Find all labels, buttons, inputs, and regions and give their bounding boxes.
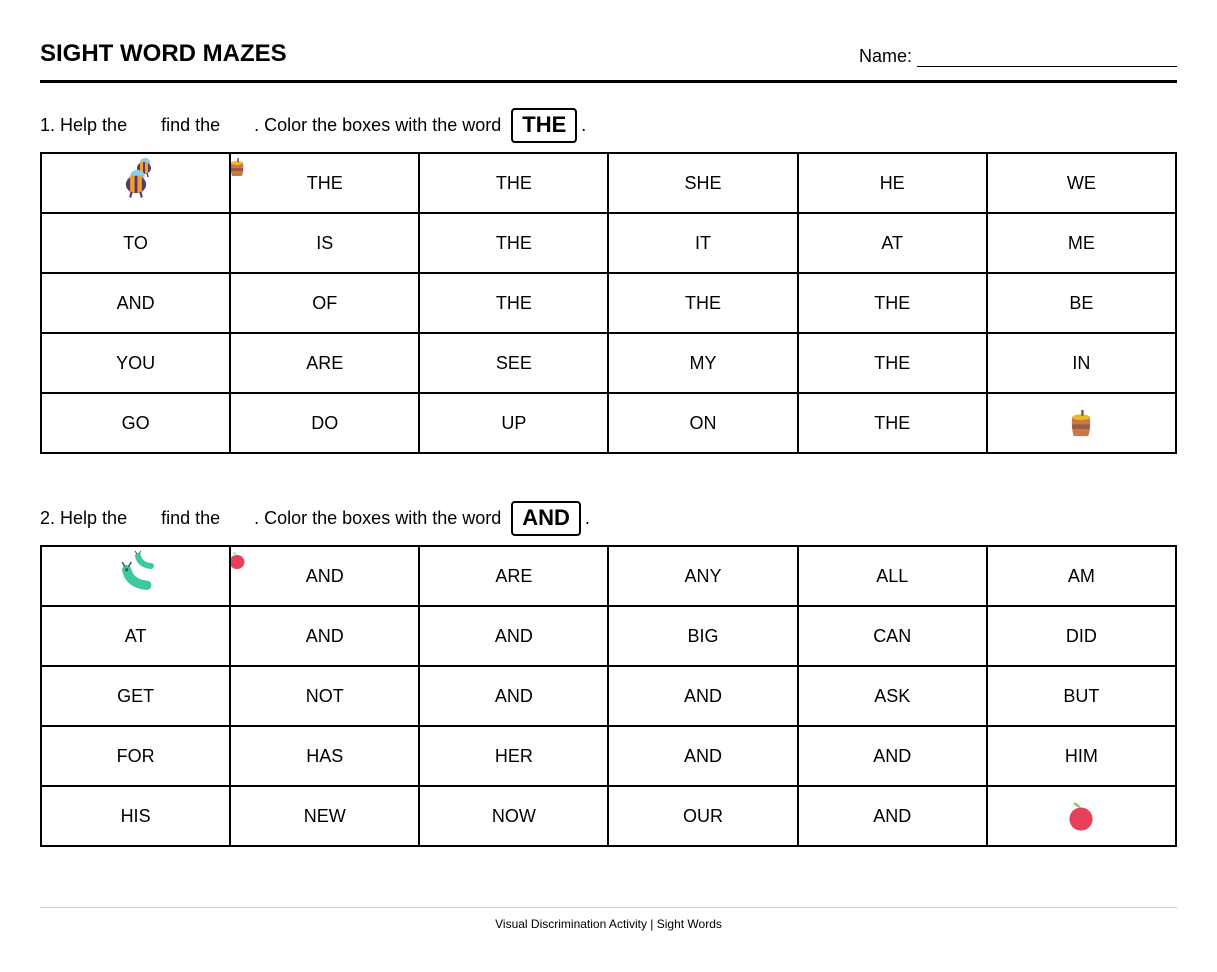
maze-cell[interactable]: OUR	[608, 786, 797, 846]
maze-cell[interactable]: THE	[798, 333, 987, 393]
maze-cell[interactable]: THE	[230, 153, 419, 213]
maze-cell[interactable]: AND	[230, 606, 419, 666]
maze-cell[interactable]: UP	[419, 393, 608, 453]
maze-cell[interactable]: CAN	[798, 606, 987, 666]
maze-2-grid	[40, 545, 1177, 847]
table-row	[41, 273, 1176, 333]
maze-cell[interactable]: ARE	[419, 546, 608, 606]
maze-cell[interactable]: FOR	[41, 726, 230, 786]
table-row	[41, 666, 1176, 726]
worksheet-header	[40, 38, 1177, 83]
table-row	[41, 726, 1176, 786]
maze-cell[interactable]: THE	[419, 273, 608, 333]
footer-divider	[40, 907, 1177, 908]
maze-cell[interactable]: GO	[41, 393, 230, 453]
maze-cell[interactable]: SEE	[419, 333, 608, 393]
honey-pot-icon	[1065, 406, 1097, 440]
maze-cell[interactable]: THE	[798, 393, 987, 453]
caterpillar-icon	[133, 507, 155, 529]
table-row	[41, 546, 1176, 606]
maze-cell[interactable]: BIG	[608, 606, 797, 666]
honey-pot-icon	[226, 114, 248, 136]
maze-2-suffix: . Color the boxes with the word	[254, 508, 502, 528]
maze-cell[interactable]: THE	[608, 273, 797, 333]
maze-cell[interactable]: DID	[987, 606, 1176, 666]
bee-icon	[119, 167, 153, 199]
maze-cell[interactable]: AND	[798, 786, 987, 846]
maze-cell[interactable]: IN	[987, 333, 1176, 393]
table-row	[41, 333, 1176, 393]
maze-2-number: 2.	[40, 508, 56, 528]
apple-icon	[1064, 798, 1098, 834]
maze-cell[interactable]: NOT	[230, 666, 419, 726]
maze-1-suffix: . Color the boxes with the word	[254, 115, 502, 135]
maze-cell[interactable]: HER	[419, 726, 608, 786]
maze-cell[interactable]: SHE	[608, 153, 797, 213]
maze-cell[interactable]: THE	[419, 153, 608, 213]
maze-cell[interactable]: TO	[41, 213, 230, 273]
maze-cell[interactable]: HE	[798, 153, 987, 213]
maze-cell[interactable]: AND	[230, 546, 419, 606]
maze-cell[interactable]: ME	[987, 213, 1176, 273]
maze-cell[interactable]: THE	[798, 273, 987, 333]
table-row	[41, 153, 1176, 213]
maze-cell[interactable]: AND	[419, 606, 608, 666]
apple-icon	[226, 507, 248, 529]
maze-cell[interactable]: THE	[419, 213, 608, 273]
caterpillar-icon	[118, 559, 154, 593]
maze-cell[interactable]: AM	[987, 546, 1176, 606]
maze-cell-end[interactable]	[987, 393, 1176, 453]
maze-1-target-word: THE	[511, 108, 577, 143]
maze-cell[interactable]: ANY	[608, 546, 797, 606]
maze-cell[interactable]: OF	[230, 273, 419, 333]
table-row	[41, 606, 1176, 666]
maze-cell[interactable]: BUT	[987, 666, 1176, 726]
footer-text: Visual Discrimination Activity | Sight Words	[495, 917, 722, 931]
maze-2-mid: find the	[161, 508, 221, 528]
maze-cell-end[interactable]	[987, 786, 1176, 846]
maze-cell[interactable]: HAS	[230, 726, 419, 786]
maze-cell[interactable]: AT	[798, 213, 987, 273]
maze-cell-start[interactable]	[41, 153, 230, 213]
bee-icon	[133, 114, 155, 136]
maze-2-prefix: Help the	[60, 508, 128, 528]
maze-2-period: .	[584, 508, 590, 528]
maze-cell[interactable]: HIS	[41, 786, 230, 846]
maze-1-grid	[40, 152, 1177, 454]
maze-cell[interactable]: AND	[41, 273, 230, 333]
page-title: SIGHT WORD MAZES	[40, 40, 287, 67]
table-row	[41, 213, 1176, 273]
maze-2-instruction	[40, 501, 590, 536]
maze-cell[interactable]: GET	[41, 666, 230, 726]
maze-cell[interactable]: NOW	[419, 786, 608, 846]
maze-cell[interactable]: ARE	[230, 333, 419, 393]
maze-cell[interactable]: DO	[230, 393, 419, 453]
maze-cell[interactable]: ALL	[798, 546, 987, 606]
maze-1-period: .	[581, 115, 587, 135]
maze-cell-start[interactable]	[41, 546, 230, 606]
table-row	[41, 786, 1176, 846]
maze-1-number: 1.	[40, 115, 56, 135]
maze-cell[interactable]: WE	[987, 153, 1176, 213]
maze-cell[interactable]: ON	[608, 393, 797, 453]
maze-cell[interactable]: HIM	[987, 726, 1176, 786]
name-field-group	[859, 46, 1177, 67]
name-field[interactable]	[917, 46, 1177, 67]
maze-cell[interactable]: IS	[230, 213, 419, 273]
maze-cell[interactable]: AND	[419, 666, 608, 726]
maze-cell[interactable]: ASK	[798, 666, 987, 726]
name-label: Name:	[858, 46, 912, 66]
maze-cell[interactable]: MY	[608, 333, 797, 393]
maze-cell[interactable]: AND	[608, 726, 797, 786]
table-row	[41, 393, 1176, 453]
maze-cell[interactable]: AND	[608, 666, 797, 726]
maze-1-instruction	[40, 108, 586, 143]
maze-cell[interactable]: AND	[798, 726, 987, 786]
maze-2-target-word: AND	[511, 501, 581, 536]
maze-cell[interactable]: NEW	[230, 786, 419, 846]
maze-1-mid: find the	[161, 115, 221, 135]
maze-cell[interactable]: BE	[987, 273, 1176, 333]
maze-cell[interactable]: YOU	[41, 333, 230, 393]
maze-cell[interactable]: IT	[608, 213, 797, 273]
maze-cell[interactable]: AT	[41, 606, 230, 666]
maze-1-prefix: Help the	[60, 115, 128, 135]
